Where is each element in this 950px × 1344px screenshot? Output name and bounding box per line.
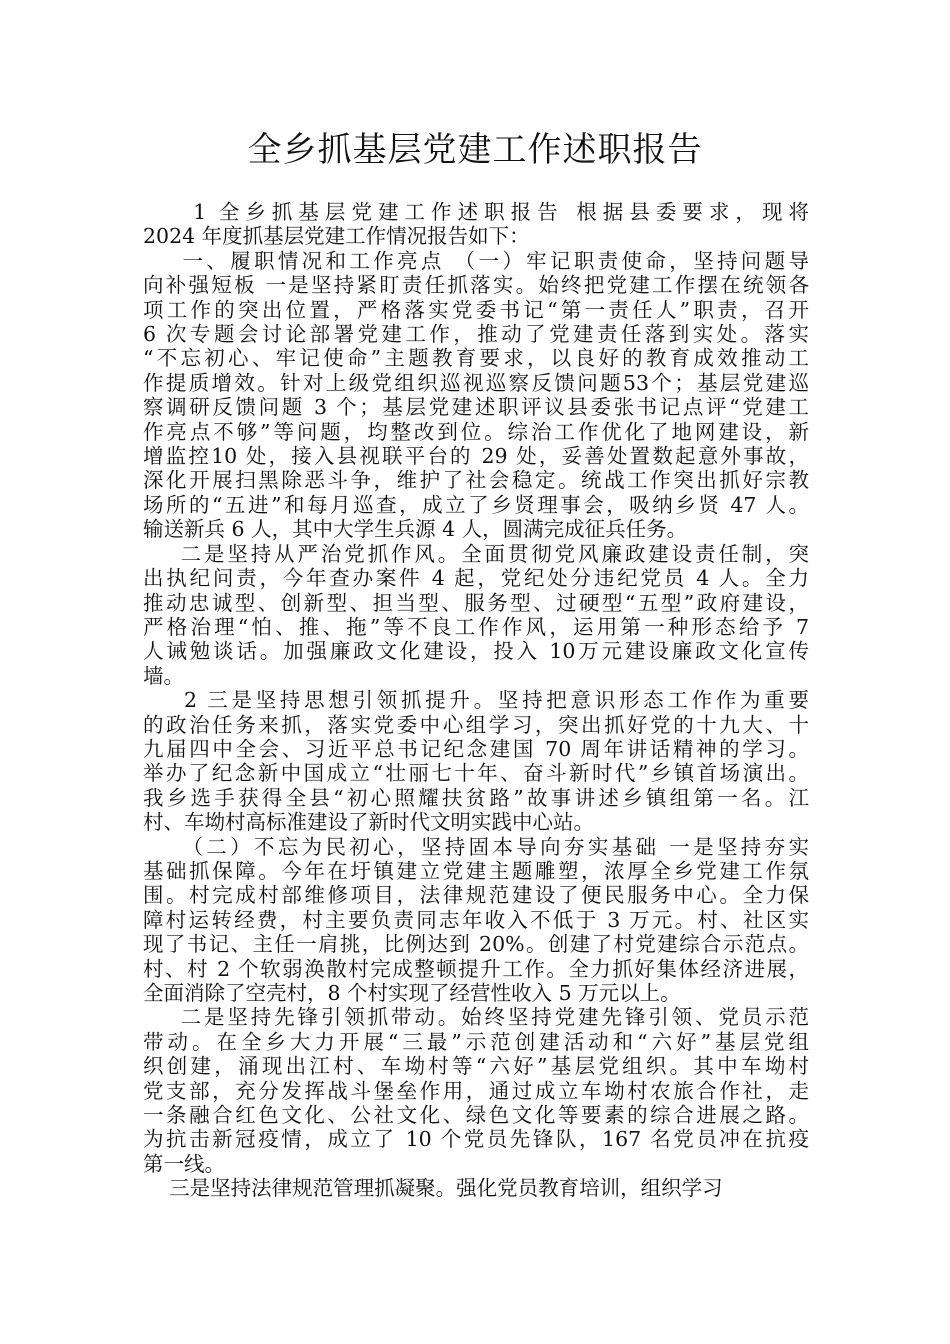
text-line: 的政治任务来抓，落实党委中心组学习，突出抓好党的十九大、十 <box>143 712 809 737</box>
text-line: 场所的“五进”和每月巡查，成立了乡贤理事会，吸纳乡贤 47 人。 <box>143 492 809 517</box>
text-line: 第一线。 <box>143 1151 225 1176</box>
text-line: 党支部，充分发挥战斗堡垒作用，通过成立车坳村农旅合作社，走 <box>143 1078 809 1103</box>
text-line: 村、车坳村高标准建设了新时代文明实践中心站。 <box>143 810 594 835</box>
text-line: 墙。 <box>143 663 184 688</box>
text-line: （二）不忘为民初心，坚持固本导向夯实基础 一是坚持夯实 <box>143 834 809 859</box>
text-line: 九届四中全会、习近平总书记纪念建国 70 周年讲话精神的学习。 <box>143 736 809 761</box>
text-line: 为抗击新冠疫情，成立了 10 个党员先锋队，167 名党员冲在抗疫 <box>143 1127 809 1152</box>
text-line: 作提质增效。针对上级党组织巡视巡察反馈问题53个；基层党建巡 <box>143 370 809 395</box>
text-line: “不忘初心、牢记使命”主题教育要求，以良好的教育成效推动工 <box>143 346 809 371</box>
text-line: 向补强短板 一是坚持紧盯责任抓落实。始终把党建工作摆在统领各 <box>143 273 809 298</box>
paragraph <box>143 1005 809 1176</box>
text-line: 基础抓保障。今年在圩镇建立党建主题雕塑，浓厚全乡党建工作氛 <box>143 858 809 883</box>
text-line: 一条融合红色文化、公社文化、绿色文化等要素的综合进展之路。 <box>143 1103 809 1128</box>
text-line: 二是坚持先锋引领抓带动。始终坚持党建先锋引领、党员示范 <box>143 1005 809 1030</box>
paragraph <box>143 249 809 542</box>
text-line: 织创建，涌现出江村、车坳村等“六好”基层党组织。其中车坳村 <box>143 1054 809 1079</box>
paragraph <box>143 1176 809 1200</box>
text-line: 推动忠诚型、创新型、担当型、服务型、过硬型“五型”政府建设， <box>143 590 809 615</box>
text-line: 人诫勉谈话。加强廉政文化建设，投入 10万元建设廉政文化宣传 <box>143 639 809 664</box>
text-line: 2 三是坚持思想引领抓提升。坚持把意识形态工作作为重要 <box>143 688 809 713</box>
text-line: 举办了纪念新中国成立“壮丽七十年、奋斗新时代”乡镇首场演出。 <box>143 761 809 786</box>
text-line: 输送新兵 6 人，其中大学生兵源 4 人，圆满完成征兵任务。 <box>143 517 688 542</box>
text-line: 全面消除了空壳村，8 个村实现了经营性收入 5 万元以上。 <box>143 981 681 1005</box>
document-title: 全乡抓基层党建工作述职报告 <box>247 130 703 170</box>
text-line: 深化开展扫黑除恶斗争，维护了社会稳定。统战工作突出抓好宗教 <box>143 468 809 493</box>
text-line: 出执纪问责，今年查办案件 4 起，党纪处分违纪党员 4 人。全力 <box>143 566 809 591</box>
text-line: 现了书记、主任一肩挑，比例达到 20%。创建了村党建综合示范点。 <box>143 932 809 957</box>
text-line: 6 次专题会讨论部署党建工作，推动了党建责任落到实处。落实 <box>143 322 809 347</box>
text-line: 1 全乡抓基层党建工作述职报告 根据县委要求，现将 <box>143 200 809 224</box>
text-line: 作亮点不够”等问题，均整改到位。综治工作优化了地网建设，新 <box>143 419 809 444</box>
text-line: 村、村 2 个软弱涣散村完成整顿提升工作。全力抓好集体经济进展， <box>143 956 809 981</box>
text-line: 增监控10 处，接入县视联平台的 29 处，妥善处置数起意外事故， <box>143 444 809 469</box>
text-line: 项工作的突出位置，严格落实党委书记“第一责任人”职责，召开 <box>143 297 809 322</box>
text-line: 察调研反馈问题 3 个；基层党建述职评议县委张书记点评“党建工 <box>143 395 809 420</box>
text-line: 二是坚持从严治党抓作风。全面贯彻党风廉政建设责任制，突 <box>143 541 809 566</box>
text-line: 严格治理“怕、推、拖”等不良工作作风，运用第一种形态给予 7 <box>143 614 809 639</box>
text-line: 一、履职情况和工作亮点 （一）牢记职责使命，坚持问题导 <box>143 248 809 273</box>
paragraph <box>143 542 809 688</box>
paragraph <box>143 688 809 834</box>
text-line: 障村运转经费，村主要负责同志年收入不低于 3 万元。村、社区实 <box>143 907 809 932</box>
text-line: 带动。在全乡大力开展“三最”示范创建活动和“六好”基层党组 <box>143 1029 809 1054</box>
text-line: 2024 年度抓基层党建工作情况报告如下： <box>143 224 530 249</box>
text-line: 三是坚持法律规范管理抓凝聚。强化党员教育培训，组织学习 <box>143 1176 723 1201</box>
paragraph <box>143 835 809 1006</box>
paragraph <box>143 200 809 249</box>
document-body <box>143 200 809 1201</box>
text-line: 我乡选手获得全县“初心照耀扶贫路”故事讲述乡镇组第一名。江 <box>143 785 809 810</box>
text-line: 围。村完成村部维修项目，法律规范建设了便民服务中心。全力保 <box>143 883 809 908</box>
